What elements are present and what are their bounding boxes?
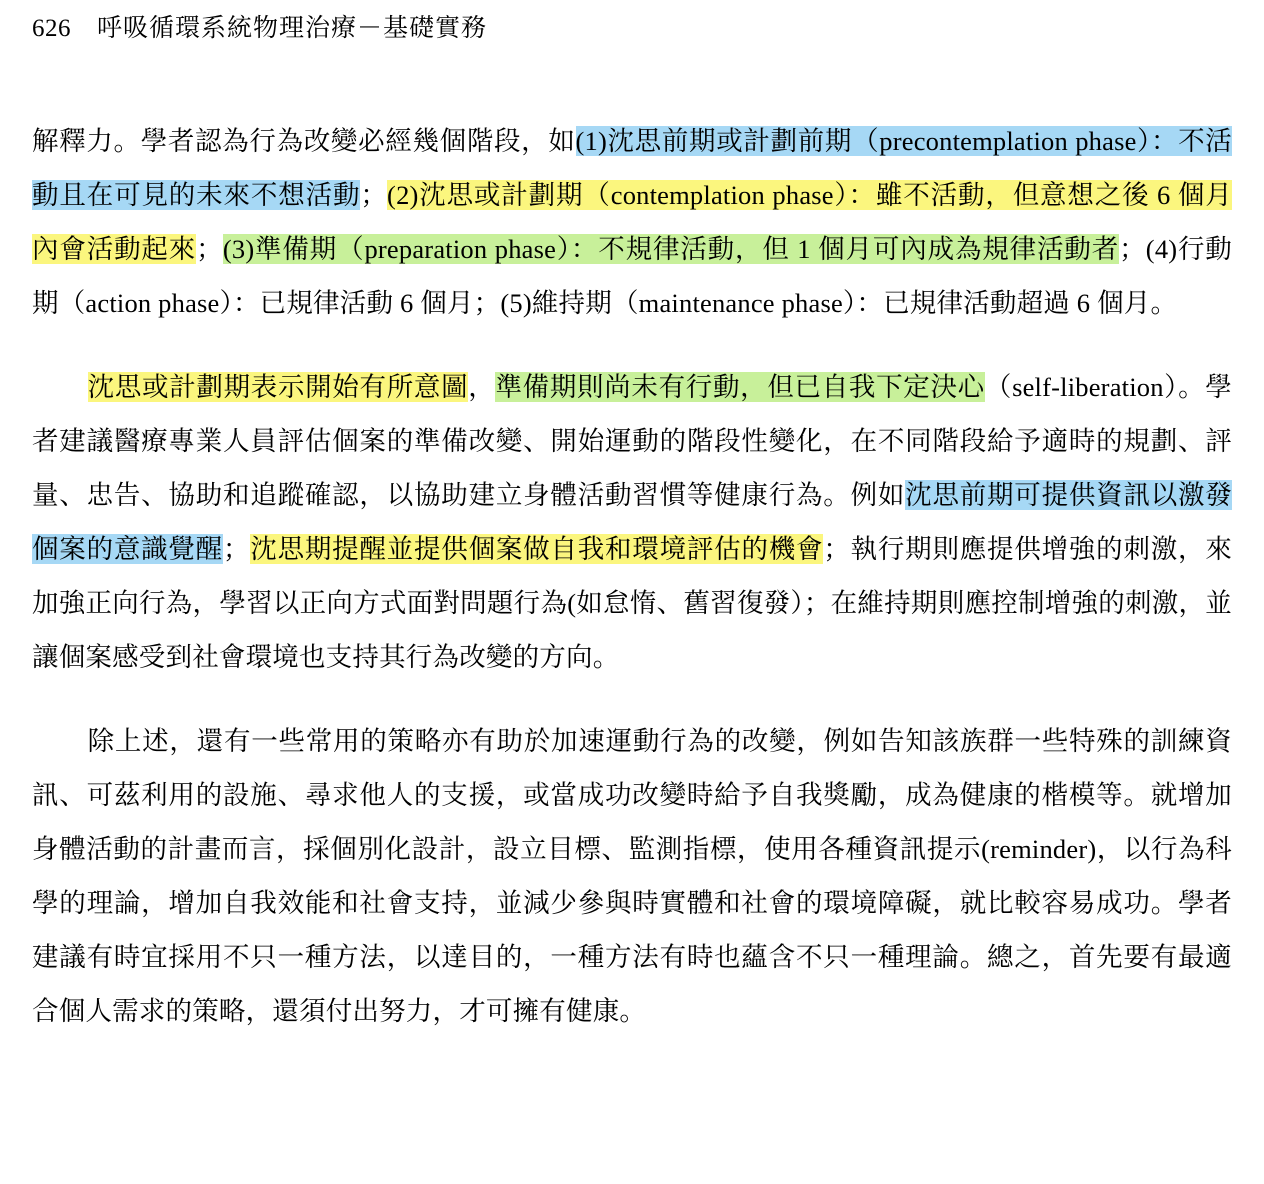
highlight-green-preparation: (3)準備期（preparation phase）：不規律活動，但 1 個月可內成為規律活動者	[222, 234, 1120, 264]
highlight-green-self-determination: 準備期則尚未有行動，但已自我下定決心	[495, 372, 985, 402]
text-run: ；	[196, 234, 223, 264]
paragraph-strategies: 除上述，還有一些常用的策略亦有助於加速運動行為的改變，例如告知該族群一些特殊的訓練資訊、可茲利用的設施、尋求他人的支援，或當成功改變時給予自我獎勵，成為健康的楷模等。就增加身體活動的計畫而言，採個別化設計，設立目標、監測指標，使用各種資訊提示(reminder)，以行為科學的理論，增加自我效能和社會支持，並減少參與時實體和社會的環境障礙，就比較容易成功。學者建議有時宜採用不只一種方法，以達目的，一種方法有時也蘊含不只一種理論。總之，首先要有最適合個人需求的策略，還須付出努力，才可擁有健康。	[32, 726, 1232, 1026]
text-run: （self-liberation）。學者建議醫療專業人員評估個案的準備改變、開始運動的階段性變化，在不同階段給予適時的規劃、評量、忠告、協助和追蹤確認，以協助建立身體活動習慣等健康行為。例如	[32, 372, 1233, 510]
text-run: ；	[360, 180, 388, 210]
text-run: ；執行期則應提供增強的刺激，來加強正向行為，學習以正向方式面對問題行為(如怠惰、舊習復發）；在維持期則應控制增強的刺激，並讓個案感受到社會環境也支持其行為改變的方向。	[32, 534, 1233, 672]
text-run: ；	[223, 534, 250, 564]
running-head	[32, 0, 1232, 52]
text-run: 解釋力。學者認為行為改變必經幾個階段，如	[32, 126, 576, 156]
highlight-yellow-self-environment: 沈思期提醒並提供個案做自我和環境評估的機會	[249, 534, 824, 564]
highlight-blue-precontemplation: (1)沈思前期或計劃前期（precontemplation phase）：不活動且在可見的未來不想活動	[32, 126, 1232, 210]
book-title: 呼吸循環系統物理治療－基礎實務	[97, 15, 488, 42]
highlight-yellow-intention: 沈思或計劃期表示開始有所意圖	[87, 372, 469, 402]
highlight-blue-awareness: 沈思前期可提供資訊以激發個案的意識覺醒	[32, 480, 1232, 564]
paragraph-intention	[32, 360, 1232, 684]
paragraph-stages	[32, 114, 1232, 330]
highlight-yellow-contemplation: (2)沈思或計劃期（contemplation phase）：雖不活動，但意想之後 6 個月內會活動起來	[32, 180, 1232, 264]
text-run: ，	[468, 372, 496, 402]
text-run: ；(4)行動期（action phase）：已規律活動 6 個月；(5)維持期（maintenance phase）：已規律活動超過 6 個月。	[32, 234, 1233, 318]
body-text	[32, 114, 1232, 1038]
page-number: 626	[32, 15, 71, 42]
